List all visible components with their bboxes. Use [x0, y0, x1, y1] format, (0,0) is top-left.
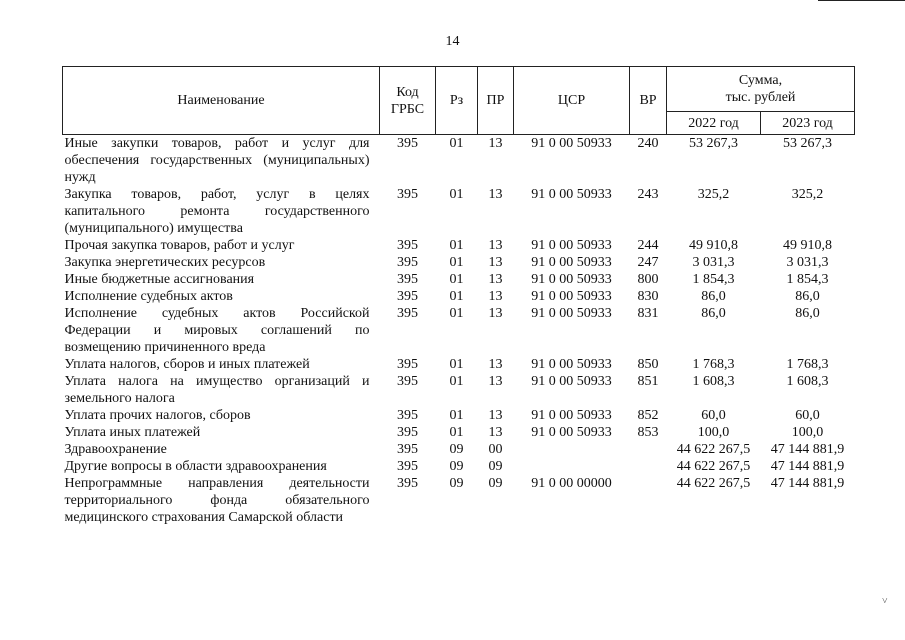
cell-sum-2023: 1 768,3	[786, 357, 829, 372]
cell-grbs: 395	[397, 459, 418, 474]
cell-sum-2023: 1 608,3	[786, 374, 829, 389]
cell-grbs: 395	[397, 187, 418, 202]
cell-vr: 853	[637, 425, 659, 440]
cell-name: Уплата прочих налогов, сборов	[64, 408, 251, 423]
cell-sum-2022: 325,2	[697, 187, 730, 202]
cell-sum-2023: 86,0	[795, 306, 820, 321]
cell-csr: 91 0 00 50933	[531, 425, 612, 440]
cell-sum-2023: 325,2	[791, 187, 824, 202]
cell-pr: 09	[488, 459, 503, 474]
table-row	[63, 373, 855, 407]
cell-sum-2022: 53 267,3	[689, 136, 738, 151]
cell-pr: 13	[488, 187, 503, 202]
table-row	[63, 356, 855, 373]
budget-table	[62, 66, 855, 526]
cell-sum-2023: 60,0	[795, 408, 820, 423]
table-row	[63, 135, 855, 187]
cell-rz: 01	[449, 374, 464, 389]
cell-rz: 01	[449, 187, 464, 202]
cell-csr: 91 0 00 50933	[531, 374, 612, 389]
cell-csr: 91 0 00 50933	[531, 408, 612, 423]
cell-name: Закупка энергетических ресурсов	[64, 255, 266, 270]
cell-csr: 91 0 00 50933	[531, 357, 612, 372]
cell-sum-2022: 1 768,3	[692, 357, 735, 372]
table-row	[63, 186, 855, 237]
cell-csr: 91 0 00 50933	[531, 272, 612, 287]
table-row	[63, 441, 855, 458]
cell-name: Исполнение судебных актов Российской Федерации и мировых соглашений по возмещению причиненного вреда	[64, 306, 370, 355]
header-sum-line2: тыс. рублей	[725, 90, 796, 105]
header-csr: ЦСР	[514, 67, 630, 135]
cell-sum-2022: 60,0	[701, 408, 726, 423]
cell-pr: 13	[488, 425, 503, 440]
header-sum-line1: Сумма,	[738, 73, 783, 88]
cell-pr: 13	[488, 408, 503, 423]
cell-sum-2022: 44 622 267,5	[676, 442, 751, 457]
cell-name: Иные закупки товаров, работ и услуг для обеспечения государственных (муниципальных) нужд	[64, 136, 370, 185]
cell-sum-2023: 3 031,3	[786, 255, 829, 270]
cell-pr: 13	[488, 136, 503, 151]
cell-grbs: 395	[397, 255, 418, 270]
cell-name: Уплата налога на имущество организаций и земельного налога	[64, 374, 370, 406]
table-row	[63, 407, 855, 424]
cell-grbs: 395	[397, 442, 418, 457]
cell-rz: 09	[449, 459, 464, 474]
table-row	[63, 458, 855, 475]
cell-sum-2023: 49 910,8	[783, 238, 832, 253]
cell-vr	[630, 475, 667, 526]
cell-sum-2022: 86,0	[701, 306, 726, 321]
cell-pr: 13	[488, 289, 503, 304]
cell-name: Непрограммные направления деятельности территориального фонда обязательного медицинского страхования Самарской области	[64, 476, 370, 525]
cell-sum-2023: 47 144 881,9	[770, 476, 845, 491]
cell-grbs: 395	[397, 357, 418, 372]
cell-name: Уплата иных платежей	[64, 425, 201, 440]
table-row	[63, 424, 855, 441]
cell-sum-2022: 49 910,8	[689, 238, 738, 253]
cell-sum-2022: 1 854,3	[692, 272, 735, 287]
cell-name: Другие вопросы в области здравоохранения	[64, 459, 327, 474]
cell-pr: 13	[488, 357, 503, 372]
header-sum	[667, 67, 855, 112]
cell-csr: 91 0 00 50933	[531, 289, 612, 304]
cell-pr: 13	[488, 238, 503, 253]
cell-rz: 01	[449, 136, 464, 151]
cell-name: Иные бюджетные ассигнования	[64, 272, 255, 287]
cell-pr: 13	[488, 272, 503, 287]
cell-vr: 830	[637, 289, 659, 304]
cell-sum-2022: 3 031,3	[692, 255, 735, 270]
cell-name: Прочая закупка товаров, работ и услуг	[64, 238, 295, 253]
cell-sum-2023: 100,0	[791, 425, 824, 440]
cell-rz: 01	[449, 425, 464, 440]
cell-grbs: 395	[397, 374, 418, 389]
cell-grbs: 395	[397, 136, 418, 151]
page-number: 14	[445, 34, 460, 49]
cell-grbs: 395	[397, 425, 418, 440]
cell-pr: 13	[488, 255, 503, 270]
cell-sum-2022: 86,0	[701, 289, 726, 304]
cell-rz: 01	[449, 238, 464, 253]
cell-csr	[514, 458, 630, 475]
cell-grbs: 395	[397, 408, 418, 423]
cell-csr: 91 0 00 50933	[531, 187, 612, 202]
table-row	[63, 288, 855, 305]
cell-rz: 01	[449, 357, 464, 372]
cell-csr: 91 0 00 00000	[531, 476, 612, 491]
cell-rz: 09	[449, 476, 464, 491]
cell-pr: 09	[488, 476, 503, 491]
top-rule	[818, 0, 905, 1]
cell-grbs: 395	[397, 289, 418, 304]
table-row	[63, 475, 855, 526]
cell-rz: 01	[449, 306, 464, 321]
cell-grbs: 395	[397, 306, 418, 321]
table-row	[63, 271, 855, 288]
table-body	[63, 135, 855, 527]
cell-vr	[630, 441, 667, 458]
cell-sum-2023: 53 267,3	[783, 136, 832, 151]
cell-sum-2023: 1 854,3	[786, 272, 829, 287]
header-name: Наименование	[63, 67, 380, 135]
cell-vr: 247	[637, 255, 659, 270]
cell-name: Исполнение судебных актов	[64, 289, 233, 304]
header-grbs	[380, 67, 436, 135]
scan-mark: ˅	[882, 596, 888, 607]
cell-pr: 13	[488, 306, 503, 321]
cell-grbs: 395	[397, 272, 418, 287]
header-pr: ПР	[478, 67, 514, 135]
cell-vr: 800	[637, 272, 659, 287]
header-grbs-line2: ГРБС	[390, 101, 425, 117]
cell-vr: 240	[637, 136, 659, 151]
cell-csr: 91 0 00 50933	[531, 255, 612, 270]
cell-grbs: 395	[397, 238, 418, 253]
cell-vr: 852	[637, 408, 659, 423]
cell-sum-2022: 44 622 267,5	[676, 476, 751, 491]
cell-vr: 850	[637, 357, 659, 372]
cell-sum-2023: 47 144 881,9	[770, 442, 845, 457]
cell-vr	[630, 458, 667, 475]
cell-rz: 01	[449, 408, 464, 423]
cell-csr: 91 0 00 50933	[531, 238, 612, 253]
cell-pr: 00	[488, 442, 503, 457]
header-year-2023: 2023 год	[761, 112, 855, 135]
cell-vr: 244	[637, 238, 659, 253]
cell-sum-2022: 44 622 267,5	[676, 459, 751, 474]
cell-sum-2023: 86,0	[795, 289, 820, 304]
cell-grbs: 395	[397, 476, 418, 491]
cell-rz: 01	[449, 289, 464, 304]
table-row	[63, 237, 855, 254]
cell-pr: 13	[488, 374, 503, 389]
cell-vr: 851	[637, 374, 659, 389]
header-rz: Рз	[436, 67, 478, 135]
cell-sum-2023: 47 144 881,9	[770, 459, 845, 474]
cell-name: Закупка товаров, работ, услуг в целях капитального ремонта государственного (муниципального) имущества	[64, 187, 370, 236]
cell-csr: 91 0 00 50933	[531, 306, 612, 321]
cell-sum-2022: 1 608,3	[692, 374, 735, 389]
table-row	[63, 305, 855, 356]
cell-csr: 91 0 00 50933	[531, 136, 612, 151]
cell-sum-2022: 100,0	[697, 425, 730, 440]
cell-csr	[514, 441, 630, 458]
header-grbs-line1: Код	[396, 84, 419, 100]
cell-rz: 01	[449, 272, 464, 287]
cell-rz: 01	[449, 255, 464, 270]
cell-vr: 243	[637, 187, 659, 202]
cell-vr: 831	[637, 306, 659, 321]
header-year-2022: 2022 год	[667, 112, 761, 135]
cell-name: Здравоохранение	[64, 442, 167, 457]
table-row	[63, 254, 855, 271]
cell-name: Уплата налогов, сборов и иных платежей	[64, 357, 310, 372]
header-vr: ВР	[630, 67, 667, 135]
cell-rz: 09	[449, 442, 464, 457]
